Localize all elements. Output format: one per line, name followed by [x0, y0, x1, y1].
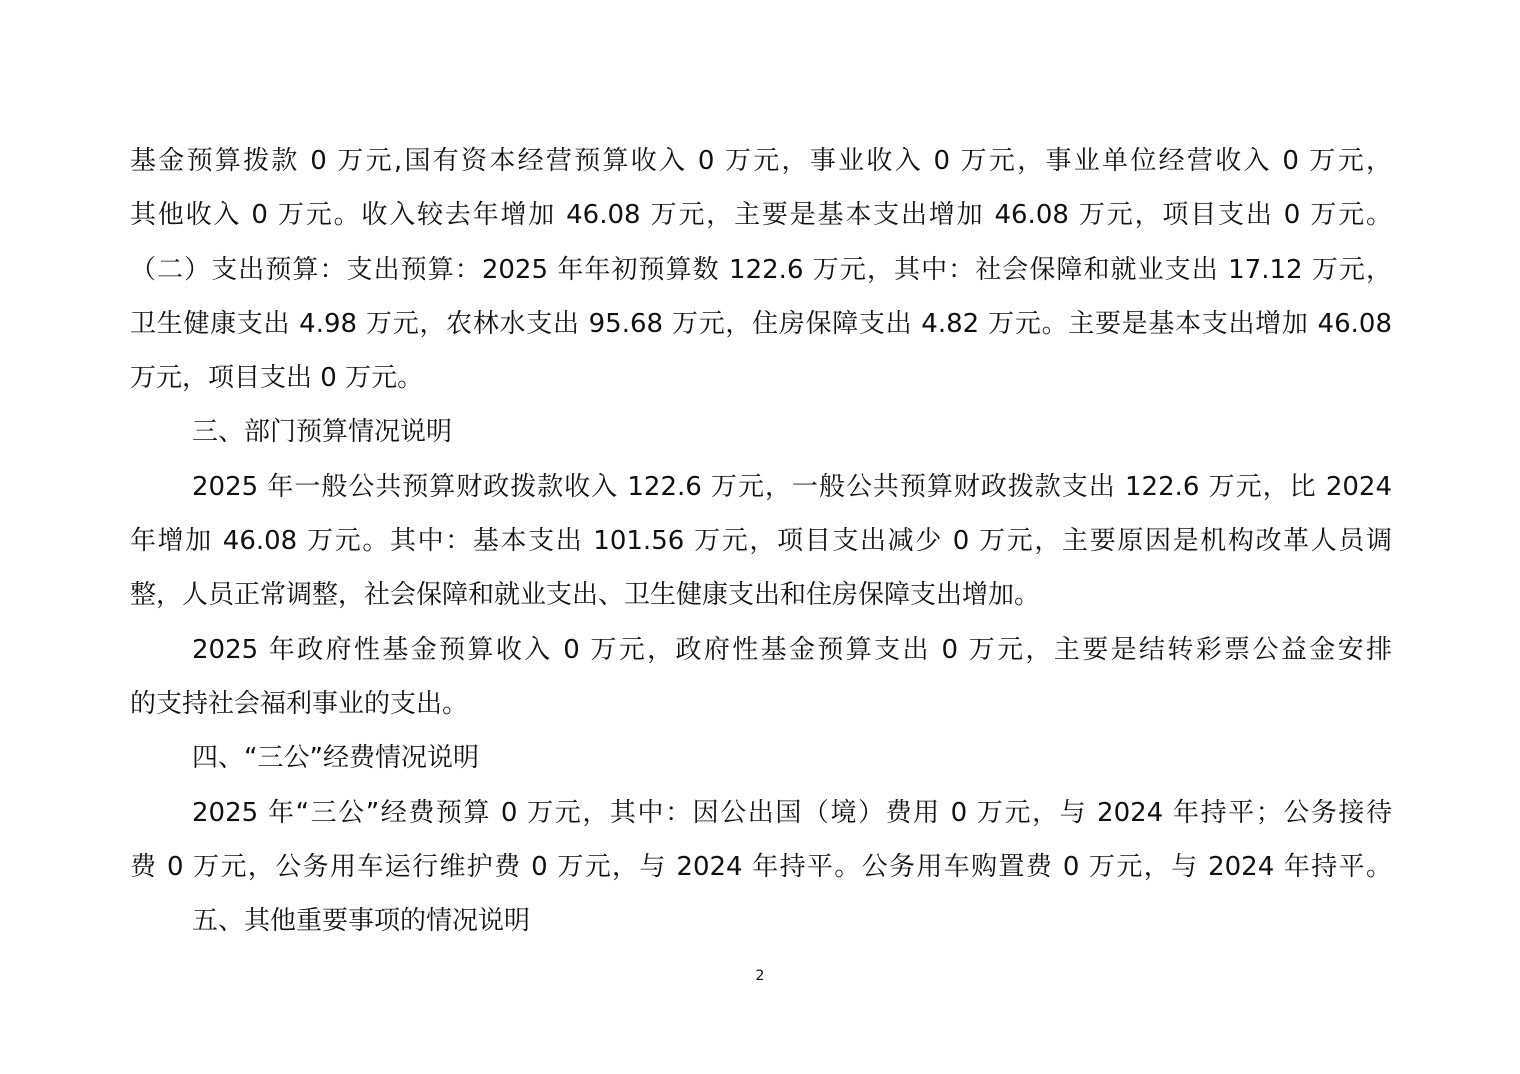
- paragraph-line: 年增加 46.08 万元。其中：基本支出 101.56 万元，项目支出减少 0 万元，主要原因是机构改革人员调: [130, 526, 1392, 557]
- page-number: 2: [755, 968, 765, 984]
- paragraph-line: 2025 年一般公共预算财政拨款收入 122.6 万元，一般公共预算财政拨款支出 122.6 万元，比 2024: [192, 471, 1392, 502]
- document-body: [130, 134, 1392, 948]
- paragraph-line: 2025 年政府性基金预算收入 0 万元，政府性基金预算支出 0 万元，主要是结转彩票公益金安排: [192, 634, 1392, 665]
- section-heading: 五、其他重要事项的情况说明: [192, 906, 531, 937]
- paragraph-line: 卫生健康支出 4.98 万元，农林水支出 95.68 万元，住房保障支出 4.82 万元。主要是基本支出增加 46.08: [130, 308, 1392, 339]
- paragraph-line: 整，人员正常调整，社会保障和就业支出、卫生健康支出和住房保障支出增加。: [130, 580, 1041, 611]
- paragraph-line: （二）支出预算：支出预算：2025 年年初预算数 122.6 万元，其中：社会保障和就业支出 17.12 万元，: [130, 254, 1392, 285]
- paragraph-line: 其他收入 0 万元。收入较去年增加 46.08 万元，主要是基本支出增加 46.08 万元，项目支出 0 万元。: [130, 200, 1392, 231]
- paragraph-line: 费 0 万元，公务用车运行维护费 0 万元，与 2024 年持平。公务用车购置费 0 万元，与 2024 年持平。: [130, 851, 1392, 882]
- paragraph-line: 的支持社会福利事业的支出。: [130, 688, 469, 719]
- section-heading: 三、部门预算情况说明: [192, 417, 453, 448]
- paragraph-line: 万元，项目支出 0 万元。: [130, 363, 424, 394]
- paragraph-line: 2025 年“三公”经费预算 0 万元，其中：因公出国（境）费用 0 万元，与 2024 年持平；公务接待: [192, 797, 1392, 828]
- paragraph-line: 基金预算拨款 0 万元,国有资本经营预算收入 0 万元，事业收入 0 万元，事业单位经营收入 0 万元，: [130, 146, 1392, 176]
- section-heading: 四、“三公”经费情况说明: [192, 743, 479, 774]
